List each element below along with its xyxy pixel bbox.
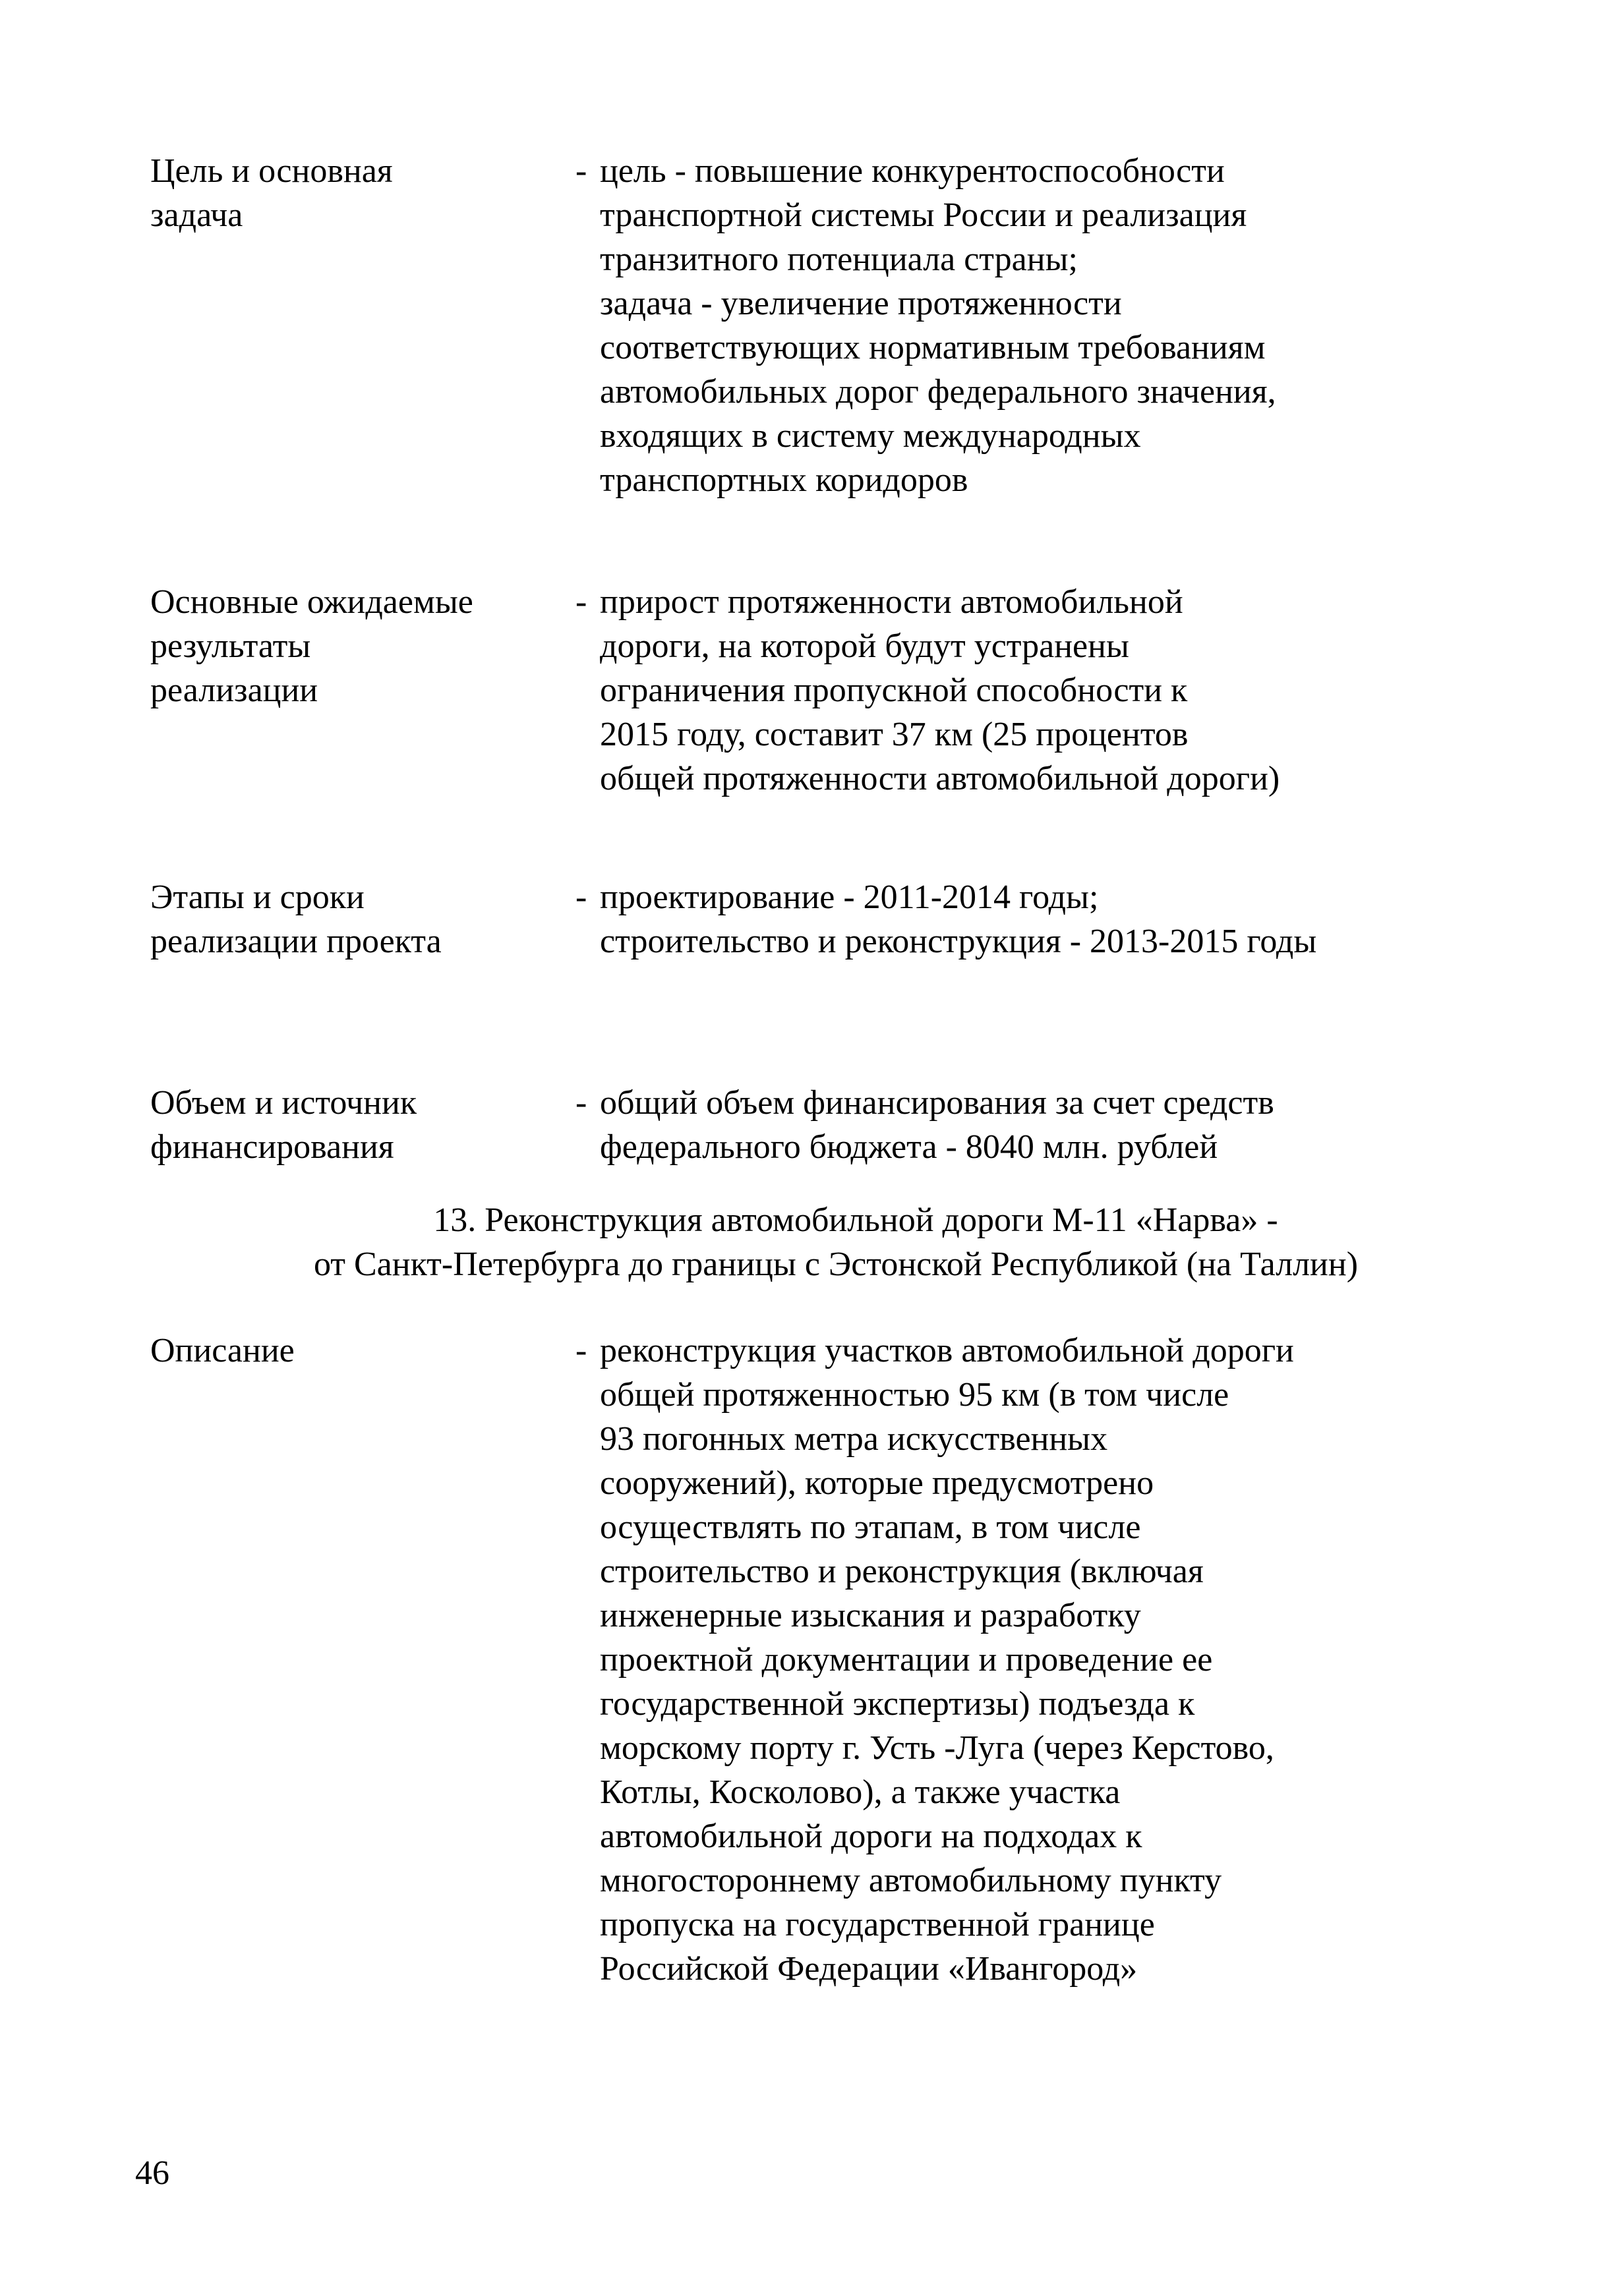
section-description [600,149,1276,502]
label-line: Цель и основная [150,152,393,190]
dash: - [575,152,587,190]
desc-line: задача - увеличение протяженности [600,285,1122,322]
section-description [600,875,1316,963]
desc-line: транспортной системы России и реализация [600,196,1247,234]
label-line: реализации [150,672,318,709]
desc-line: 2015 году, составит 37 км (25 процентов [600,716,1189,753]
label-line: реализации проекта [150,923,442,960]
section-label [150,149,559,237]
desc-line: автомобильной дороги на подходах к [600,1818,1142,1855]
label-line: Основные ожидаемые [150,583,473,621]
desc-line: федерального бюджета - 8040 млн. рублей [600,1128,1218,1166]
page-number: 46 [135,2154,169,2192]
desc-line: транспортных коридоров [600,461,968,499]
desc-line: общий объем финансирования за счет средств [600,1084,1274,1122]
dash: - [575,1084,587,1122]
desc-line: прирост протяженности автомобильной [600,583,1183,621]
section-label [150,875,559,963]
desc-line: 93 погонных метра искусственных [600,1420,1108,1458]
section-description [600,1081,1274,1169]
section-label [150,1081,559,1169]
desc-line: реконструкция участков автомобильной дороги [600,1332,1294,1369]
desc-line: строительство и реконструкция - 2013-2015 годы [600,923,1317,960]
desc-line: инженерные изыскания и разработку [600,1597,1141,1634]
desc-line: строительство и реконструкция (включая [600,1553,1204,1590]
desc-line: дороги, на которой будут устранены [600,627,1129,665]
heading-line-1: 13. Реконструкция автомобильной дороги М-11 «Нарва» - [433,1201,1278,1239]
desc-line: многостороннему автомобильному пункту [600,1862,1222,1899]
section-description [600,1329,1294,1991]
desc-line: пропуска на государственной границе [600,1906,1155,1943]
dash: - [575,878,587,916]
desc-line: проектирование - 2011-2014 годы; [600,878,1099,916]
section-label [150,580,559,712]
dash: - [575,1332,587,1369]
desc-line: Котлы, Косколово), а также участка [600,1773,1121,1811]
section-description [600,580,1280,801]
desc-line: соответствующих нормативным требованиям [600,329,1266,366]
desc-line: сооружений), которые предусмотрено [600,1464,1154,1502]
section-label [150,1329,559,1373]
desc-line: Российской Федерации «Ивангород» [600,1950,1138,1988]
desc-line: осуществлять по этапам, в том числе [600,1508,1141,1546]
desc-line: транзитного потенциала страны; [600,241,1078,278]
label-line: Описание [150,1332,295,1369]
desc-line: цель - повышение конкурентоспособности [600,152,1225,190]
desc-line: общей протяженностью 95 км (в том числе [600,1376,1229,1414]
heading-line-2: от Санкт-Петербурга до границы с Эстонской Республикой (на Таллин) [313,1246,1359,1283]
label-line: финансирования [150,1128,394,1166]
label-line: Объем и источник [150,1084,417,1122]
desc-line: ограничения пропускной способности к [600,672,1188,709]
desc-line: проектной документации и проведение ее [600,1641,1213,1679]
label-line: результаты [150,627,311,665]
label-line: Этапы и сроки [150,878,365,916]
label-line: задача [150,196,243,234]
section-heading [0,1198,1619,1286]
desc-line: морскому порту г. Усть -Луга (через Керстово, [600,1729,1274,1767]
desc-line: общей протяженности автомобильной дороги) [600,760,1280,797]
desc-line: автомобильных дорог федерального значения, [600,373,1276,411]
desc-line: государственной экспертизы) подъезда к [600,1685,1195,1723]
dash: - [575,583,587,621]
desc-line: входящих в систему международных [600,417,1141,455]
